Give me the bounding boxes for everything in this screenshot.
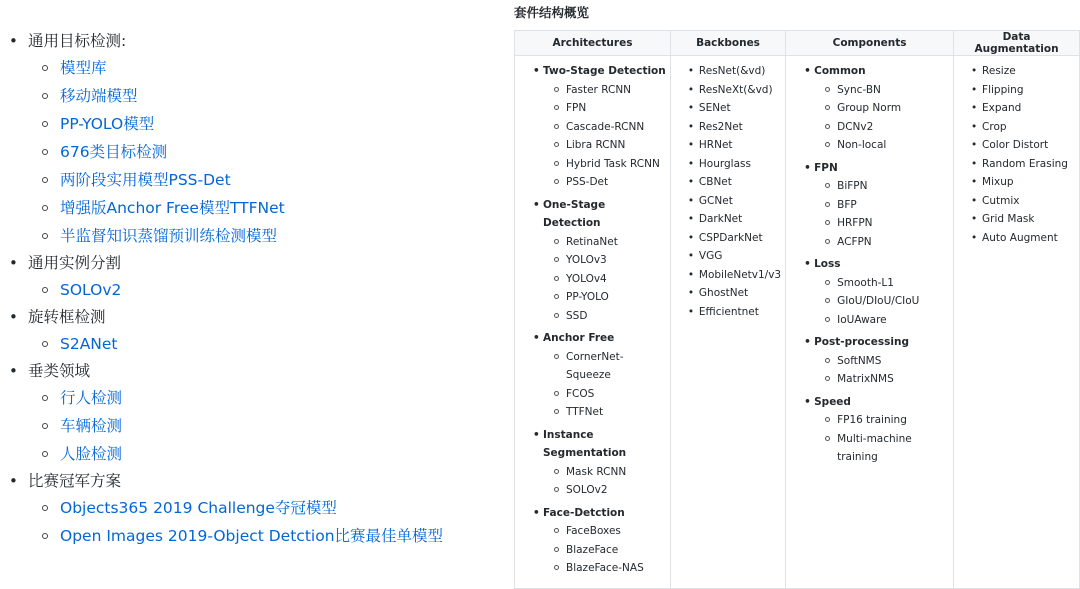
outline-sub-item	[0, 222, 500, 250]
list-item: • Expand	[954, 99, 1075, 118]
group-item: Mask RCNN	[515, 463, 666, 482]
outline-sub-item	[0, 384, 500, 412]
list-item: • Mixup	[954, 173, 1075, 192]
outline-link[interactable]: 两阶段实用模型PSS-Det	[60, 171, 231, 189]
group-item: SoftNMS	[786, 352, 949, 371]
outline-link[interactable]: SOLOv2	[60, 281, 122, 299]
group-item: FP16 training	[786, 411, 949, 430]
list-item: • HRNet	[671, 136, 781, 155]
outline-sub-item	[0, 494, 500, 522]
group-heading: • Instance Segmentation	[515, 426, 666, 463]
outline-sub-item	[0, 330, 500, 358]
outline-section-label: • 通用目标检测:	[0, 28, 500, 54]
group-block	[515, 504, 666, 578]
outline-link[interactable]: 增强版Anchor Free模型TTFNet	[60, 199, 285, 217]
header-data-augmentation: Data Augmentation	[954, 31, 1080, 56]
outline-sub-item	[0, 440, 500, 468]
list-item: • Hourglass	[671, 155, 781, 174]
list-item: • Crop	[954, 118, 1075, 137]
group-item: FPN	[515, 99, 666, 118]
outline-sub-item	[0, 522, 500, 550]
group-item: CornerNet-Squeeze	[515, 348, 666, 385]
outline-sub-item	[0, 166, 500, 194]
outline-section-label: • 旋转框检测	[0, 304, 500, 330]
outline-link[interactable]: 半监督知识蒸馏预训练检测模型	[60, 227, 278, 245]
group-block	[786, 62, 949, 155]
outline-sub-item	[0, 82, 500, 110]
architectures-cell	[515, 56, 671, 589]
outline-section-label: • 垂类领域	[0, 358, 500, 384]
group-block	[786, 393, 949, 467]
group-item: Multi-machine training	[786, 430, 949, 467]
group-item: Libra RCNN	[515, 136, 666, 155]
outline-link[interactable]: PP-YOLO模型	[60, 115, 155, 133]
group-block	[515, 196, 666, 326]
group-item: Faster RCNN	[515, 81, 666, 100]
outline-link[interactable]: Open Images 2019-Object Detction比赛最佳单模型	[60, 527, 444, 545]
group-item: SSD	[515, 307, 666, 326]
group-block	[786, 159, 949, 252]
header-architectures: Architectures	[515, 31, 671, 56]
group-block	[515, 329, 666, 422]
list-item: • Efficientnet	[671, 303, 781, 322]
group-item: SOLOv2	[515, 481, 666, 500]
list-item: • Flipping	[954, 81, 1075, 100]
outline-sub-item	[0, 194, 500, 222]
group-heading: • Loss	[786, 255, 949, 274]
group-item: Smooth-L1	[786, 274, 949, 293]
outline-link[interactable]: 676类目标检测	[60, 143, 168, 161]
group-item: BlazeFace-NAS	[515, 559, 666, 578]
list-item: • DarkNet	[671, 210, 781, 229]
group-block	[515, 426, 666, 500]
outline-link[interactable]: 移动端模型	[60, 87, 138, 105]
group-item: ACFPN	[786, 233, 949, 252]
augmentation-cell	[954, 56, 1080, 589]
group-item: FCOS	[515, 385, 666, 404]
list-item: • Res2Net	[671, 118, 781, 137]
table-header-row	[515, 31, 1080, 56]
outline-link[interactable]: 车辆检测	[60, 417, 123, 435]
group-item: PP-YOLO	[515, 288, 666, 307]
group-heading: • Common	[786, 62, 949, 81]
list-item: • Color Distort	[954, 136, 1075, 155]
header-components: Components	[786, 31, 954, 56]
list-item: • Random Erasing	[954, 155, 1075, 174]
group-heading: • Anchor Free	[515, 329, 666, 348]
group-item: BiFPN	[786, 177, 949, 196]
list-item: • GhostNet	[671, 284, 781, 303]
list-item: • MobileNetv1/v3	[671, 266, 781, 285]
group-item: YOLOv3	[515, 251, 666, 270]
outline-section-label: • 比赛冠军方案	[0, 468, 500, 494]
list-item: • CSPDarkNet	[671, 229, 781, 248]
group-item: BlazeFace	[515, 541, 666, 560]
list-item: • CBNet	[671, 173, 781, 192]
group-item: Hybrid Task RCNN	[515, 155, 666, 174]
group-block	[786, 333, 949, 389]
group-block	[786, 255, 949, 329]
group-item: IoUAware	[786, 311, 949, 330]
group-item: MatrixNMS	[786, 370, 949, 389]
group-block	[515, 62, 666, 192]
group-item: DCNv2	[786, 118, 949, 137]
outline-sub-item	[0, 138, 500, 166]
group-item: YOLOv4	[515, 270, 666, 289]
group-heading: • One-Stage Detection	[515, 196, 666, 233]
group-heading: • Two-Stage Detection	[515, 62, 666, 81]
suite-structure-table	[514, 30, 1080, 589]
outline-sub-item	[0, 54, 500, 82]
outline-section-label: • 通用实例分割	[0, 250, 500, 276]
header-backbones: Backbones	[670, 31, 785, 56]
outline-link[interactable]: Objects365 2019 Challenge夺冠模型	[60, 499, 337, 517]
group-heading: • Face-Detction	[515, 504, 666, 523]
group-item: TTFNet	[515, 403, 666, 422]
group-heading: • FPN	[786, 159, 949, 178]
group-item: BFP	[786, 196, 949, 215]
outline-sub-item	[0, 276, 500, 304]
outline-link[interactable]: 模型库	[60, 59, 107, 77]
group-heading: • Speed	[786, 393, 949, 412]
group-item: RetinaNet	[515, 233, 666, 252]
list-item: • Auto Augment	[954, 229, 1075, 248]
list-item: • VGG	[671, 247, 781, 266]
backbones-cell	[670, 56, 785, 589]
list-item: • SENet	[671, 99, 781, 118]
group-heading: • Post-processing	[786, 333, 949, 352]
outline-link[interactable]: 人脸检测	[60, 445, 123, 463]
group-item: Sync-BN	[786, 81, 949, 100]
outline-sub-item	[0, 412, 500, 440]
list-item: • GCNet	[671, 192, 781, 211]
list-item: • Resize	[954, 62, 1075, 81]
group-item: Cascade-RCNN	[515, 118, 666, 137]
outline-sub-item	[0, 110, 500, 138]
components-cell	[786, 56, 954, 589]
list-item: • Grid Mask	[954, 210, 1075, 229]
list-item: • Cutmix	[954, 192, 1075, 211]
list-item: • ResNeXt(&vd)	[671, 81, 781, 100]
group-item: FaceBoxes	[515, 522, 666, 541]
group-item: Group Norm	[786, 99, 949, 118]
group-item: HRFPN	[786, 214, 949, 233]
outline-link[interactable]: 行人检测	[60, 389, 123, 407]
group-item: GIoU/DIoU/CIoU	[786, 292, 949, 311]
group-item: Non-local	[786, 136, 949, 155]
table-title: 套件结构概览	[514, 5, 590, 20]
group-item: PSS-Det	[515, 173, 666, 192]
outline-link[interactable]: S2ANet	[60, 335, 118, 353]
outline-list	[0, 28, 500, 550]
list-item: • ResNet(&vd)	[671, 62, 781, 81]
table-row	[515, 56, 1080, 589]
